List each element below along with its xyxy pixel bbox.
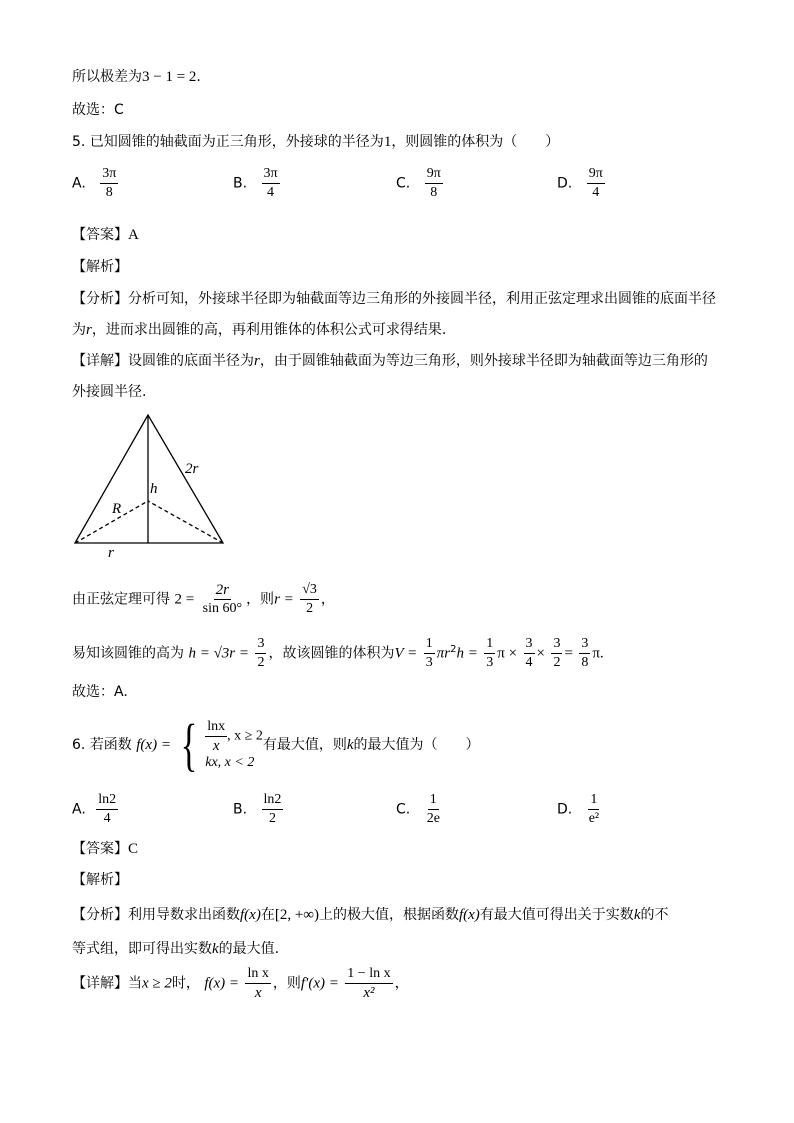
q5-answer: 【答案】A: [72, 227, 139, 243]
q5-stem: 5. 已知圆锥的轴截面为正三角形，外接球的半径为1，则圆锥的体积为（ ）: [72, 134, 560, 150]
q5-xiangjie-line2: 外接圆半径.: [72, 384, 147, 400]
q5-xiangjie-line1: 【详解】设圆锥的底面半径为r，由于圆锥轴截面为等边三角形，则外接球半径即为轴截面等边三角形的: [72, 353, 708, 369]
q5-volume-line: 易知该圆锥的高为 h = √3r = $\frac{3}{2}$ ，故该圆锥的体积为V = $\frac{1}{3}$ $\pi r^2h$ = $\frac{1}{3}$ π × $\frac{3}{4}$ × $\frac{3}{2}$ = $\frac{3}{8}$ π.: [72, 636, 604, 670]
q6-answer: 【答案】C: [72, 841, 139, 857]
q6-option-d[interactable]: D. $\frac{1}{\text{e²}}$: [557, 792, 600, 826]
q6-xiangjie-line1: 【详解】当x ≥ 2时， f(x) = $\frac{\text{ln x}}{x}$ ，则f′(x) = $\frac{\text{1 − ln x}}{\text{x²}}$ ，: [72, 966, 409, 1001]
piecewise-brace: {: [180, 712, 198, 777]
q5-fenxi-line2: 为r，进而求出圆锥的高，再利用锥体的体积公式可求得结果.: [72, 322, 447, 338]
q5-fenxi-line1: 【分析】分析可知，外接球半径即为轴截面等边三角形的外接圆半径，利用正弦定理求出圆锥的底面半径: [72, 291, 716, 307]
q5-option-b[interactable]: B. $\frac{3\pi}{4}$: [233, 166, 278, 200]
q6-option-c[interactable]: C. $\frac{1}{2e}$: [396, 792, 440, 826]
text-range-conclusion: 所以极差为3 − 1 = 2.: [72, 69, 201, 85]
q5-jiexi-heading: 【解析】: [72, 259, 128, 275]
q6-fenxi-line1: 【分析】利用导数求出函数f(x)在[2, +∞)上的极大值，根据函数f(x)有最大值可得出关于实数k的不: [72, 907, 669, 923]
triangle-cross-section-figure: [60, 405, 240, 565]
q5-option-a[interactable]: A. $\frac{3\pi}{8}$: [72, 166, 117, 200]
q6-option-b[interactable]: B. $\frac{\ln 2}{2}$: [233, 792, 282, 826]
triangle-outline: [75, 415, 223, 543]
label-R: R: [112, 501, 122, 517]
q6-jiexi-heading: 【解析】: [72, 872, 128, 888]
q5-final-answer: 故选：A.: [72, 684, 128, 700]
q5-sine-rule-line: 由正弦定理可得 2 = $\frac{2r}{\sin 60^\circ}$ ，则r = $\frac{√3}{2}$ ，: [72, 582, 335, 616]
label-h: h: [150, 481, 158, 497]
previous-answer: 故选：C: [72, 102, 124, 118]
q6-fenxi-line2: 等式组，即可得出实数k的最大值.: [72, 941, 280, 957]
q5-option-c[interactable]: C. $\frac{9\pi}{8}$: [396, 166, 441, 200]
label-r: r: [108, 545, 114, 561]
q6-option-a[interactable]: A. $\frac{\ln 2}{4}$: [72, 792, 117, 826]
label-2r: 2r: [185, 461, 199, 477]
q5-option-d[interactable]: D. $\frac{9\pi}{4}$: [557, 166, 603, 200]
q6-stem: 6. 若函数 f(x) = { $\frac{\ln x}{x}$ , x ≥ 2 kx, x < 2 有最大值，则k的最大值为（ ）: [72, 712, 480, 777]
radius-line-right: [148, 501, 223, 543]
